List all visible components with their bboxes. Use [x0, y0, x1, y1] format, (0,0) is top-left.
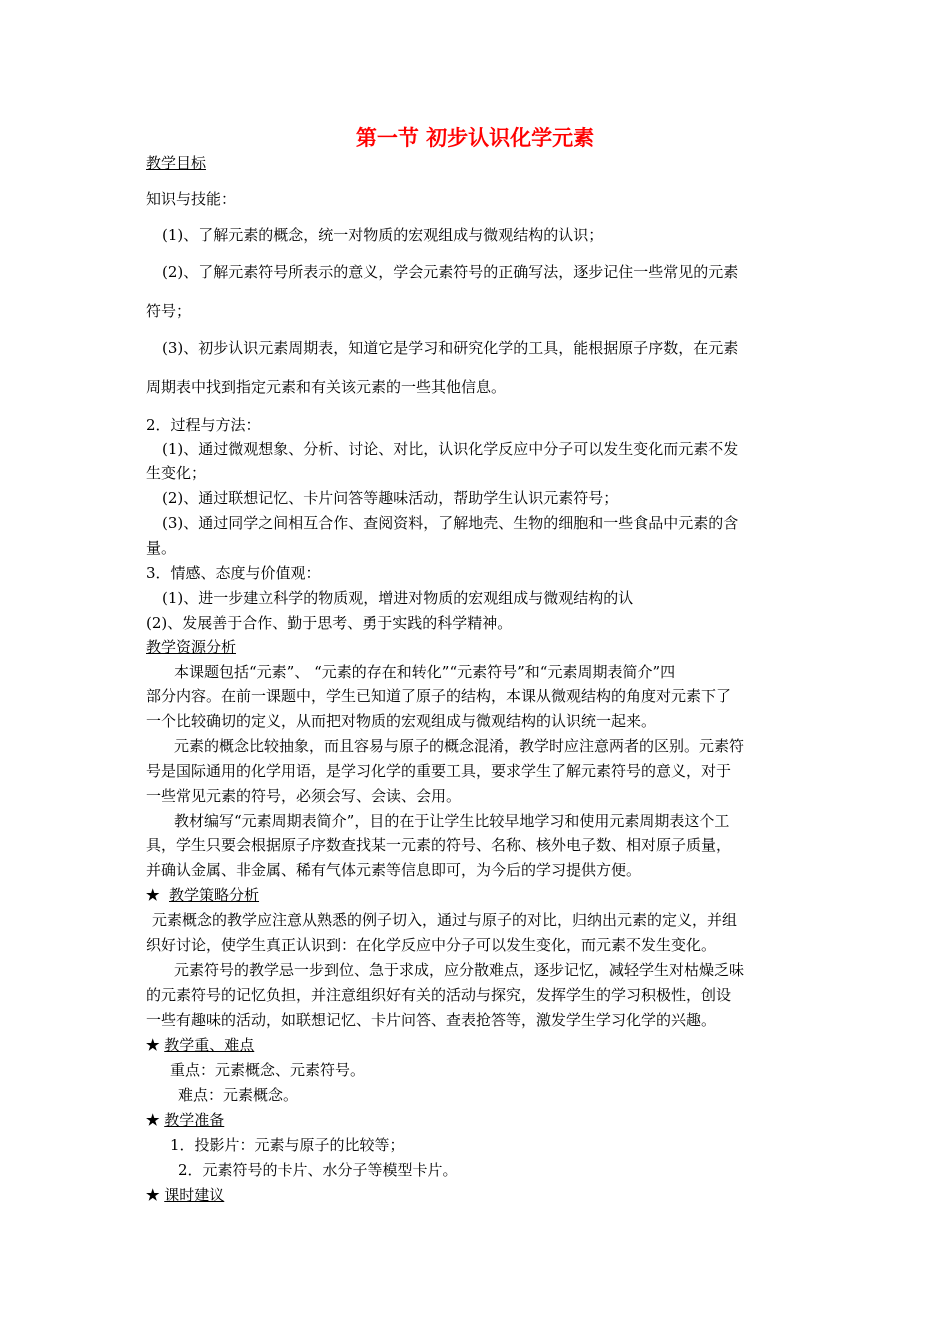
resource-para-2-line-3: 一些常见元素的符号，必须会写、会读、会用。	[146, 787, 462, 805]
strategy-para-2-line-2: 的元素符号的记忆负担，并注意组织好有关的活动与探究，发挥学生的学习积极性，创设	[146, 986, 732, 1004]
star-icon: ★	[146, 1111, 160, 1129]
star-icon: ★	[146, 1186, 160, 1204]
strategy-heading-row	[146, 885, 259, 905]
star-icon: ★	[146, 1036, 160, 1054]
resource-para-1-line-3: 一个比较确切的定义，从而把对物质的宏观组成与微观结构的认识统一起来。	[146, 712, 657, 730]
page-title: 第一节 初步认识化学元素	[355, 126, 595, 150]
knowledge-item-3: (3)、初步认识元素周期表，知道它是学习和研究化学的工具，能根据原子序数，在元素	[162, 339, 739, 357]
goals-heading: 教学目标	[146, 154, 207, 172]
key-heading: 教学重、难点	[164, 1036, 255, 1054]
resource-para-2: 元素的概念比较抽象，而且容易与原子的概念混淆，教学时应注意两者的区别。元素符	[174, 737, 745, 755]
difficult-point: 难点：元素概念。	[178, 1086, 299, 1104]
process-item-3-cont: 量。	[146, 539, 177, 557]
emotion-item-2: (2)、发展善于合作、勤于思考、勇于实践的科学精神。	[146, 614, 513, 632]
resource-para-3-line-2: 具，学生只要会根据原子序数查找某一元素的符号、名称、核外电子数、相对原子质量，	[146, 836, 732, 854]
emotion-heading: 3．情感、态度与价值观：	[146, 564, 321, 582]
process-item-1: (1)、通过微观想象、分析、讨论、对比，认识化学反应中分子可以发生变化而元素不发	[162, 440, 739, 458]
strategy-para-1-line-2: 织好讨论，使学生真正认识到：在化学反应中分子可以发生变化，而元素不发生变化。	[146, 936, 717, 954]
prep-item-2: 2．元素符号的卡片、水分子等模型卡片。	[178, 1161, 458, 1179]
resource-para-1-line-2: 部分内容。在前一课题中，学生已知道了原子的结构，本课从微观结构的角度对元素下了	[146, 687, 732, 705]
resource-para-2-line-2: 号是国际通用的化学用语，是学习化学的重要工具，要求学生了解元素符号的意义，对于	[146, 762, 732, 780]
process-heading: 2．过程与方法：	[146, 416, 261, 434]
knowledge-item-3-cont: 周期表中找到指定元素和有关该元素的一些其他信息。	[146, 378, 507, 396]
key-heading-row	[146, 1035, 254, 1055]
emotion-item-1: (1)、进一步建立科学的物质观，增进对物质的宏观组成与微观结构的认	[162, 589, 634, 607]
star-icon: ★	[146, 886, 160, 904]
hours-heading-row	[146, 1185, 224, 1205]
strategy-para-1: 元素概念的教学应注意从熟悉的例子切入，通过与原子的对比，归纳出元素的定义，并组	[152, 911, 738, 929]
process-item-1-cont: 生变化；	[146, 464, 207, 482]
prep-item-1: 1．投影片：元素与原子的比较等；	[170, 1136, 405, 1154]
resource-para-3-line-3: 并确认金属、非金属、稀有气体元素等信息即可，为今后的学习提供方便。	[146, 861, 642, 879]
prep-heading-row	[146, 1110, 224, 1130]
resource-heading: 教学资源分析	[146, 638, 237, 656]
prep-heading: 教学准备	[164, 1111, 225, 1129]
knowledge-item-2: (2)、了解元素符号所表示的意义，学会元素符号的正确写法，逐步记住一些常见的元素	[162, 263, 739, 281]
knowledge-item-2-cont: 符号；	[146, 302, 192, 320]
resource-para-3: 教材编写“元素周期表简介”，目的在于让学生比较早地学习和使用元素周期表这个工	[174, 812, 730, 830]
strategy-para-2-line-3: 一些有趣味的活动，如联想记忆、卡片问答、查表抢答等，激发学生学习化学的兴趣。	[146, 1011, 717, 1029]
process-item-3: (3)、通过同学之间相互合作、查阅资料，了解地壳、生物的细胞和一些食品中元素的含	[162, 514, 739, 532]
key-point: 重点：元素概念、元素符号。	[170, 1061, 366, 1079]
strategy-heading: 教学策略分析	[169, 886, 260, 904]
process-item-2: (2)、通过联想记忆、卡片问答等趣味活动，帮助学生认识元素符号；	[162, 489, 619, 507]
hours-heading: 课时建议	[164, 1186, 225, 1204]
knowledge-item-1: (1)、了解元素的概念，统一对物质的宏观组成与微观结构的认识；	[162, 226, 604, 244]
strategy-para-2: 元素符号的教学忌一步到位、急于求成，应分散难点，逐步记忆，减轻学生对枯燥乏味	[174, 961, 745, 979]
knowledge-heading: 知识与技能：	[146, 190, 237, 208]
resource-para-1: 本课题包括“元素”、 “元素的存在和转化”“元素符号”和“元素周期表简介”四	[174, 663, 676, 681]
